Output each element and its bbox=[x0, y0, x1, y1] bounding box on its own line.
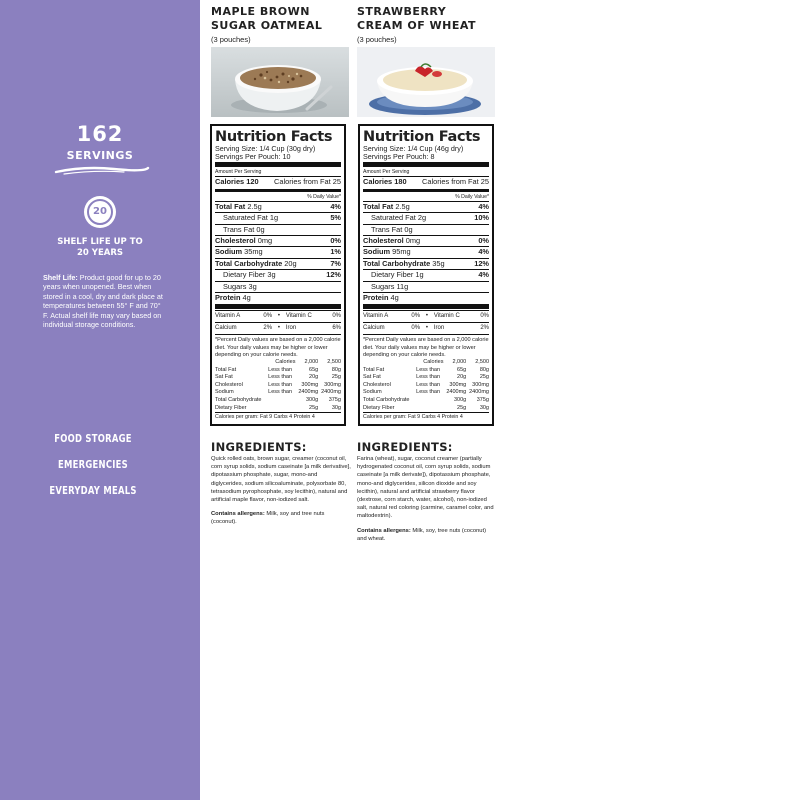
ingredients-text: Quick rolled oats, brown sugar, creamer (coconut oil, corn syrup solids, sodium caseinate [a milk derivative], dipotassium phosphate, sugar, mono-and diglycerides, sodium silicoaluminate, polysorbate 80, tetrasodium pyrophosphate, soy lecithin), natural and artificial maple flavor, non-iodized salt. bbox=[211, 456, 351, 504]
dv-table-cell: 2400mg bbox=[298, 389, 319, 396]
nutrient-label: Trans Fat bbox=[371, 224, 403, 234]
dv-table-cell: Dietary Fiber bbox=[215, 404, 247, 411]
iron-label: Iron bbox=[433, 325, 445, 332]
dv-table-cell: 20g bbox=[457, 374, 467, 381]
dv-table-cell: 65g bbox=[457, 366, 467, 373]
nutrient-label: Total Carbohydrate bbox=[363, 258, 431, 268]
nutrient-name-amount bbox=[363, 293, 399, 303]
shelf-life-badge-icon bbox=[84, 196, 116, 228]
dv-table-header-cell: Calories bbox=[275, 359, 296, 366]
amount-per-serving: Amount Per Serving bbox=[215, 169, 262, 176]
dv-table-cell: Less than bbox=[416, 389, 441, 396]
shelf-life-desc-label: Shelf Life: bbox=[43, 273, 78, 282]
servings-label: SERVINGS bbox=[66, 149, 134, 162]
dv-table-row bbox=[215, 374, 341, 382]
nutrient-label: Saturated Fat bbox=[371, 213, 416, 223]
nutrient-label: Sodium bbox=[215, 247, 243, 257]
dv-table-row bbox=[363, 374, 489, 382]
nutrient-amount: 0mg bbox=[405, 236, 421, 246]
dv-table-row bbox=[363, 367, 489, 375]
product-title-line1: MAPLE BROWN bbox=[211, 5, 310, 18]
product-title-line2: CREAM OF WHEAT bbox=[357, 19, 477, 32]
dv-table-cell: 375g bbox=[476, 397, 489, 404]
dv-table-row bbox=[215, 389, 341, 397]
cream-of-wheat-bowl-photo-icon bbox=[357, 47, 495, 117]
dv-table-cell: 80g bbox=[479, 366, 489, 373]
shelf-life-desc-text: Product good for up to 20 years when unopened. Best when stored in a cool, dry and dark place at temperatures between 55° F and 70° F. Actual shelf life may vary based on individual storage conditions. bbox=[43, 273, 163, 330]
dv-table-cell: 300g bbox=[305, 397, 319, 404]
nutrient-row bbox=[363, 258, 489, 269]
dv-table-cell: 25g bbox=[457, 404, 467, 411]
nutrient-row bbox=[215, 201, 341, 212]
dv-table-cell: Total Carbohydrate bbox=[215, 397, 262, 404]
nutrient-daily-value: 4% bbox=[330, 201, 341, 211]
vitamin-a-label: Vitamin A bbox=[363, 313, 389, 320]
shelf-life-badge-number: 20 bbox=[87, 199, 113, 225]
nutrient-row bbox=[215, 224, 341, 235]
vitamin-row bbox=[215, 310, 341, 322]
daily-value-table bbox=[215, 359, 341, 412]
dv-table-cell bbox=[416, 405, 443, 413]
dv-table-cell: Less than bbox=[268, 366, 293, 373]
daily-value-label: % Daily Value* bbox=[307, 193, 341, 200]
servings-per-pouch: Servings Per Pouch: 8 bbox=[363, 152, 435, 162]
thick-divider bbox=[363, 304, 489, 309]
servings-per-pouch: Servings Per Pouch: 10 bbox=[215, 152, 291, 162]
dv-table-cell: Less than bbox=[268, 389, 293, 396]
calcium-dv: 2% bbox=[263, 325, 273, 332]
nutrient-row bbox=[363, 201, 489, 212]
nutrient-amount: 0g bbox=[404, 224, 413, 234]
ingredients-block bbox=[357, 440, 497, 543]
dv-table-cell: Sat Fat bbox=[363, 374, 381, 381]
nutrient-row bbox=[363, 235, 489, 246]
daily-value-header bbox=[215, 193, 341, 201]
dv-table-cell: Less than bbox=[416, 366, 441, 373]
serving-size: Serving Size: 1/4 Cup (46g dry) bbox=[363, 144, 464, 153]
calories-from-fat: Calories from Fat 25 bbox=[274, 177, 341, 187]
nutrient-daily-value: 4% bbox=[478, 247, 489, 257]
nutrient-label: Cholesterol bbox=[215, 236, 256, 246]
shelf-life-title bbox=[0, 237, 200, 259]
nutrient-row bbox=[215, 258, 341, 269]
nutrient-row bbox=[215, 281, 341, 292]
dv-table-cell: Total Fat bbox=[215, 366, 237, 373]
iron-dv: 6% bbox=[332, 325, 341, 332]
nutrient-label: Trans Fat bbox=[223, 224, 255, 234]
nutrient-row bbox=[363, 224, 489, 235]
bullet-sep: • bbox=[425, 325, 429, 332]
allergens-text: Milk, soy, tree nuts (coconut) and wheat. bbox=[357, 527, 487, 542]
bullet-sep: • bbox=[277, 325, 281, 332]
nutrition-facts-title: Nutrition Facts bbox=[363, 129, 481, 145]
amount-per-serving: Amount Per Serving bbox=[363, 169, 410, 176]
nutrition-facts-panel bbox=[210, 124, 346, 426]
daily-value-header bbox=[363, 193, 489, 201]
nutrient-amount: 0mg bbox=[257, 236, 273, 246]
nutrient-row bbox=[215, 292, 341, 303]
nutrient-amount: 11g bbox=[396, 281, 409, 291]
nutrient-row bbox=[363, 292, 489, 303]
nutrient-name-amount bbox=[371, 282, 408, 292]
dv-table-header-cell bbox=[215, 359, 268, 367]
nutrient-name-amount bbox=[223, 270, 276, 280]
calcium-label: Calcium bbox=[215, 325, 237, 332]
vitamin-c-label: Vitamin C bbox=[285, 313, 312, 320]
dv-table-cell: 300g bbox=[453, 397, 467, 404]
vitamin-c-dv: 0% bbox=[480, 313, 489, 320]
bullet-sep: • bbox=[277, 313, 281, 320]
nutrient-amount: 3g bbox=[248, 281, 257, 291]
nutrient-name-amount bbox=[371, 225, 413, 235]
nutrient-label: Dietary Fiber bbox=[371, 270, 414, 280]
nutrient-label: Sodium bbox=[363, 247, 391, 257]
shelf-life-description bbox=[43, 273, 163, 329]
dv-table-cell: 300mg bbox=[472, 381, 489, 388]
nutrient-label: Saturated Fat bbox=[223, 213, 268, 223]
dv-table-cell: 20g bbox=[309, 374, 319, 381]
nutrient-label: Total Fat bbox=[363, 201, 394, 211]
dv-table-cell: 2400mg bbox=[469, 389, 489, 396]
nutrient-amount: 2g bbox=[417, 213, 427, 223]
nutrient-name-amount bbox=[371, 270, 424, 280]
nutrient-name-amount bbox=[215, 259, 297, 269]
nutrition-facts-panel bbox=[358, 124, 494, 426]
product-strawberry-cream-of-wheat bbox=[357, 0, 497, 44]
bullet-sep: • bbox=[425, 313, 429, 320]
calories-value: Calories 180 bbox=[363, 177, 407, 187]
daily-value-table bbox=[363, 359, 489, 412]
nutrient-label: Total Carbohydrate bbox=[215, 258, 283, 268]
nutrient-name-amount bbox=[363, 236, 420, 246]
dv-table-cell: Sodium bbox=[215, 389, 234, 396]
thick-divider bbox=[215, 162, 341, 167]
dv-table-header-cell: Calories bbox=[423, 359, 444, 366]
dv-table-cell: 300mg bbox=[324, 381, 341, 388]
nutrient-label: Protein bbox=[363, 293, 389, 303]
nutrient-daily-value: 4% bbox=[478, 270, 489, 280]
nutrient-row bbox=[363, 246, 489, 257]
dv-table-cell: 65g bbox=[309, 366, 319, 373]
nutrient-daily-value: 10% bbox=[474, 213, 489, 223]
ingredients-block bbox=[211, 440, 351, 527]
nutrient-name-amount bbox=[215, 236, 272, 246]
nutrient-row bbox=[363, 281, 489, 292]
calories-from-fat: Calories from Fat 25 bbox=[422, 177, 489, 187]
product-title-line2: SUGAR OATMEAL bbox=[211, 19, 323, 32]
dv-table-header-cell: 2,500 bbox=[475, 359, 489, 366]
dv-table-cell: 25g bbox=[309, 404, 319, 411]
ingredients-title: INGREDIENTS: bbox=[357, 440, 453, 454]
allergens-line bbox=[357, 527, 497, 543]
nutrient-label: Dietary Fiber bbox=[223, 270, 266, 280]
nutrient-amount: 1g bbox=[415, 270, 424, 280]
nutrient-label: Protein bbox=[215, 293, 241, 303]
nutrient-daily-value: 0% bbox=[478, 236, 489, 246]
nutrient-name-amount bbox=[371, 213, 426, 223]
dv-table-row bbox=[215, 397, 341, 405]
nutrient-name-amount bbox=[223, 282, 257, 292]
nutrient-row bbox=[363, 269, 489, 280]
dv-table-header-cell: 2,000 bbox=[452, 359, 467, 366]
dv-table-cell: 300mg bbox=[301, 381, 319, 388]
calories-value: Calories 120 bbox=[215, 177, 259, 187]
use-emergencies: EMERGENCIES bbox=[58, 458, 128, 471]
dv-table-cell bbox=[268, 397, 295, 405]
dv-table-cell: 80g bbox=[331, 366, 341, 373]
nutrient-daily-value: 1% bbox=[330, 247, 341, 257]
thick-divider bbox=[215, 304, 341, 309]
allergens-label: Contains allergens: bbox=[211, 511, 265, 518]
nutrient-daily-value: 0% bbox=[330, 236, 341, 246]
product-title bbox=[211, 5, 351, 33]
product-pouch-count: (3 pouches) bbox=[357, 35, 397, 44]
nutrient-row bbox=[215, 212, 341, 223]
nutrient-label: Sugars bbox=[223, 281, 247, 291]
nutrient-name-amount bbox=[223, 225, 265, 235]
dv-table-cell bbox=[416, 397, 443, 405]
dv-table-row bbox=[363, 382, 489, 390]
dv-table-cell: Less than bbox=[416, 374, 441, 381]
dv-table-cell: Total Fat bbox=[363, 366, 385, 373]
dv-table-row bbox=[363, 389, 489, 397]
nutrient-amount: 3g bbox=[267, 270, 276, 280]
nutrient-row bbox=[363, 212, 489, 223]
nutrient-name-amount bbox=[363, 259, 445, 269]
dv-table-header-cell: 2,500 bbox=[327, 359, 341, 366]
iron-dv: 2% bbox=[480, 325, 489, 332]
nutrient-amount: 20g bbox=[284, 258, 297, 268]
dv-table-row bbox=[363, 405, 489, 413]
nutrient-amount: 1g bbox=[269, 213, 279, 223]
nutrient-amount: 4g bbox=[390, 293, 399, 303]
mineral-row bbox=[363, 322, 489, 334]
medium-divider bbox=[215, 189, 341, 192]
ingredients-title: INGREDIENTS: bbox=[211, 440, 307, 454]
swoosh-underline-icon bbox=[54, 164, 150, 176]
calories-per-gram: Calories per gram: Fat 9 Carbs 4 Protein 4 bbox=[215, 412, 341, 421]
nutrient-daily-value: 12% bbox=[326, 270, 341, 280]
nutrient-name-amount bbox=[215, 247, 263, 257]
dv-table-cell: 375g bbox=[328, 397, 341, 404]
iron-label: Iron bbox=[285, 325, 297, 332]
oatmeal-bowl-photo-icon bbox=[211, 47, 349, 117]
dv-table-header-cell: 2,000 bbox=[304, 359, 319, 366]
vitamin-c-label: Vitamin C bbox=[433, 313, 460, 320]
calcium-label: Calcium bbox=[363, 325, 385, 332]
use-everyday-meals: EVERYDAY MEALS bbox=[49, 484, 137, 497]
dv-table-row bbox=[215, 382, 341, 390]
dv-table-cell: Sodium bbox=[363, 389, 382, 396]
dv-table-row bbox=[215, 405, 341, 413]
dv-table-cell: Less than bbox=[416, 381, 441, 388]
product-title bbox=[357, 5, 497, 33]
shelf-life-title-line1: SHELF LIFE UP TO bbox=[57, 237, 143, 247]
medium-divider bbox=[363, 189, 489, 192]
nutrient-amount: 0g bbox=[256, 224, 265, 234]
vitamin-c-dv: 0% bbox=[332, 313, 341, 320]
product-pouch-count: (3 pouches) bbox=[211, 35, 251, 44]
calcium-dv: 0% bbox=[411, 325, 421, 332]
allergens-label: Contains allergens: bbox=[357, 527, 411, 534]
dv-table-cell: Cholesterol bbox=[363, 381, 391, 388]
dv-table-cell: Cholesterol bbox=[215, 381, 243, 388]
dv-table-cell: 25g bbox=[331, 374, 341, 381]
nutrient-amount: 35g bbox=[432, 258, 445, 268]
servings-count: 162 bbox=[76, 122, 124, 146]
dv-table-cell: 30g bbox=[479, 404, 489, 411]
mineral-row bbox=[215, 322, 341, 334]
daily-value-footnote: *Percent Daily values are based on a 2,000 calorie diet. Your daily values may be higher or lower depending on your calorie needs. bbox=[363, 334, 489, 359]
nutrient-daily-value: 5% bbox=[330, 213, 341, 223]
nutrient-amount: 2.5g bbox=[395, 201, 410, 211]
nutrient-label: Cholesterol bbox=[363, 236, 404, 246]
daily-value-footnote: *Percent Daily values are based on a 2,000 calorie diet. Your daily values may be higher or lower depending on your calorie needs. bbox=[215, 334, 341, 359]
nutrient-name-amount bbox=[363, 247, 411, 257]
product-title-line1: STRAWBERRY bbox=[357, 5, 447, 18]
dv-table-cell: 30g bbox=[331, 404, 341, 411]
allergens-line bbox=[211, 510, 351, 526]
dv-table-cell: Total Carbohydrate bbox=[363, 397, 410, 404]
vitamin-row bbox=[363, 310, 489, 322]
dv-table-row bbox=[215, 367, 341, 375]
nutrient-row bbox=[215, 269, 341, 280]
product-maple-oatmeal bbox=[211, 0, 351, 44]
nutrient-amount: 95mg bbox=[392, 247, 411, 257]
nutrient-daily-value: 4% bbox=[478, 201, 489, 211]
dv-table-cell: Sat Fat bbox=[215, 374, 233, 381]
nutrient-label: Sugars bbox=[371, 281, 395, 291]
calories-row bbox=[215, 176, 341, 187]
allergens-text: Milk, soy and tree nuts (coconut). bbox=[211, 511, 325, 526]
serving-size: Serving Size: 1/4 Cup (30g dry) bbox=[215, 144, 316, 153]
calories-row bbox=[363, 176, 489, 187]
calories-per-gram: Calories per gram: Fat 9 Carbs 4 Protein 4 bbox=[363, 412, 489, 421]
dv-table-cell: Dietary Fiber bbox=[363, 404, 395, 411]
nutrient-name-amount bbox=[223, 213, 278, 223]
nutrient-amount: 4g bbox=[242, 293, 251, 303]
nutrition-facts-title: Nutrition Facts bbox=[215, 129, 333, 145]
shelf-life-title-line2: 20 YEARS bbox=[77, 248, 123, 258]
dv-table-cell: 25g bbox=[479, 374, 489, 381]
daily-value-label: % Daily Value* bbox=[455, 193, 489, 200]
nutrient-name-amount bbox=[215, 202, 262, 212]
dv-table-row bbox=[363, 397, 489, 405]
use-food-storage: FOOD STORAGE bbox=[54, 432, 132, 445]
dv-table-cell: 2400mg bbox=[321, 389, 341, 396]
ingredients-text: Farina (wheat), sugar, coconut creamer (partially hydrogenated coconut oil, corn syrup solids, sodium caseinate [a milk derivate]), dipotassium phosphate, mono-and diglycerides, silicon dioxide and soy lecithin), natural and artificial strawberry flavor (dextrose, corn starch, water, alcohol), non-iodized salt, natural red coloring (carmine, caramel color, and maltodextrin). bbox=[357, 456, 494, 520]
dv-table-cell: Less than bbox=[268, 381, 293, 388]
vitamin-a-dv: 0% bbox=[263, 313, 273, 320]
dv-table-cell: Less than bbox=[268, 374, 293, 381]
nutrient-row bbox=[215, 246, 341, 257]
dv-table-cell: 300mg bbox=[449, 381, 467, 388]
sidebar-panel bbox=[0, 0, 200, 800]
thick-divider bbox=[363, 162, 489, 167]
dv-table-header-cell bbox=[363, 359, 416, 367]
nutrient-name-amount bbox=[215, 293, 251, 303]
nutrient-label: Total Fat bbox=[215, 201, 246, 211]
nutrient-daily-value: 7% bbox=[330, 258, 341, 268]
nutrient-row bbox=[215, 235, 341, 246]
nutrient-amount: 2.5g bbox=[247, 201, 262, 211]
nutrient-name-amount bbox=[363, 202, 410, 212]
vitamin-a-dv: 0% bbox=[411, 313, 421, 320]
nutrient-amount: 35mg bbox=[244, 247, 263, 257]
nutrient-daily-value: 12% bbox=[474, 258, 489, 268]
dv-table-cell: 2400mg bbox=[446, 389, 467, 396]
dv-table-cell bbox=[268, 405, 295, 413]
vitamin-a-label: Vitamin A bbox=[215, 313, 241, 320]
